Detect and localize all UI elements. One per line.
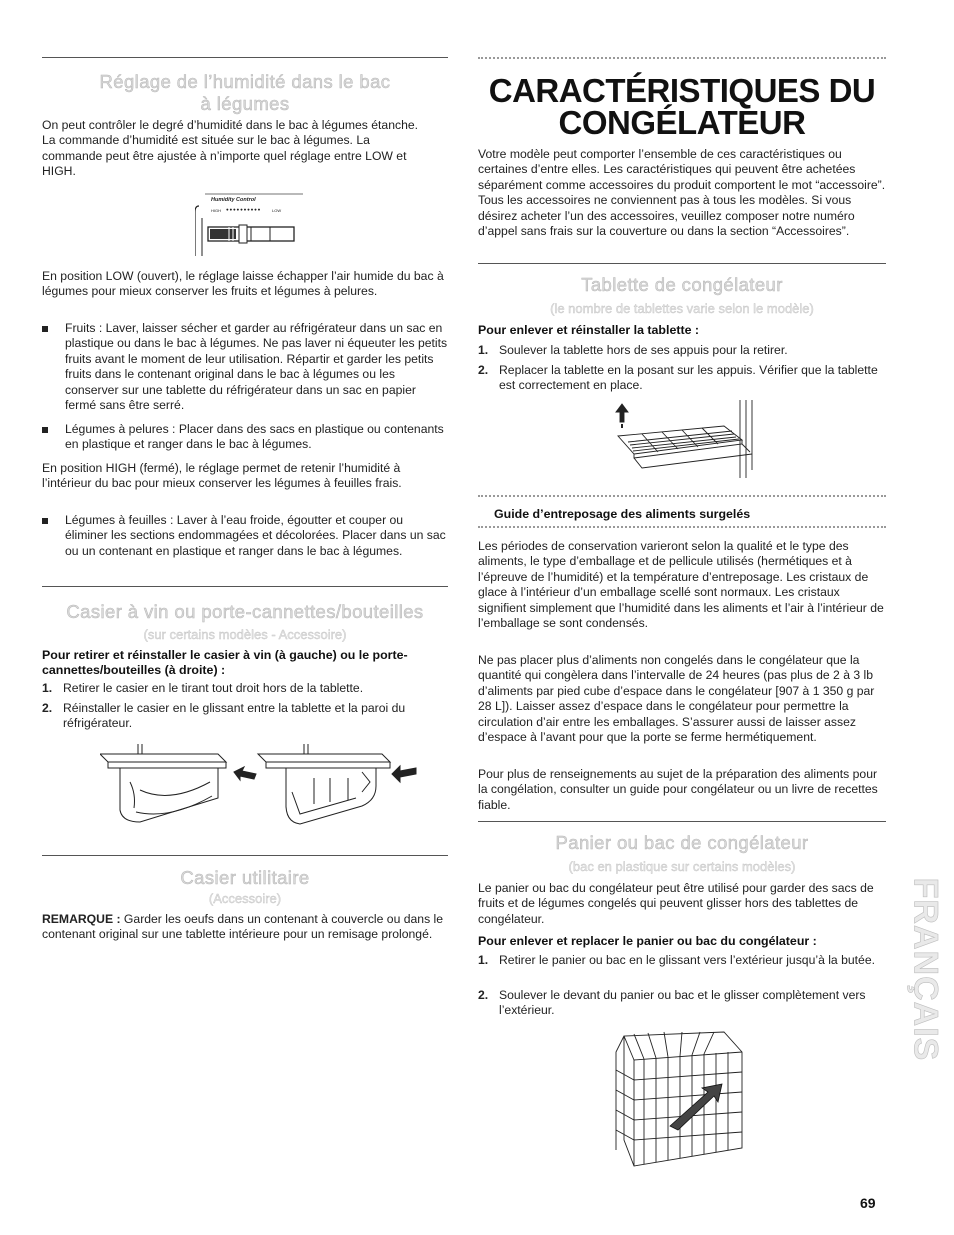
basket-step-2 <box>478 988 886 1020</box>
freezer-basket-figure <box>604 1030 754 1170</box>
basket-heading: Pour enlever et replacer le panier ou bac du congélateur : <box>478 934 817 948</box>
bullet-legumes <box>42 422 448 454</box>
step-text: Réinstaller le casier en le glissant entre la tablette et la paroi du réfrigérateur. <box>63 701 406 731</box>
high-paragraph: En position HIGH (fermé), le réglage permet de retenir l’humidité à l’intérieur du bac pour mieux conserver les légumes à feuilles frais. <box>42 461 402 491</box>
wine-subtitle: (sur certains modèles - Accessoire) <box>143 627 347 642</box>
step-text: Retirer le panier ou bac en le glissant vers l’extérieur jusqu’à la butée. <box>499 953 875 967</box>
storage-rule <box>478 495 886 497</box>
step-number: 1. <box>478 953 489 967</box>
step-text: Retirer le casier en le tirant tout droit hors de la tablette. <box>63 681 364 695</box>
step-text: Soulever le devant du panier ou bac et le glisser complètement vers l’extérieur. <box>499 988 866 1018</box>
storage-p1: Les périodes de conservation varieront selon la qualité et le type des aliments, le type d’emballage et de pellicule utilisés (hermétiques et à l’épreuve de l’humidité) et la température d’entreposage. Les cristaux de glace à l’intérieur d’un emballage scellé sont normaux. Les cristaux signifient simplement que l’humidité dans les aliments et l’air à l’intérieur de l’emballage se sont condensés. <box>478 539 884 631</box>
bullet-feuilles <box>42 513 448 576</box>
shelf-rule <box>478 263 886 264</box>
utility-subtitle: (Accessoire) <box>208 891 282 906</box>
utility-remark <box>42 912 448 943</box>
humidity-scale-dots: ●●●●●●●●●● <box>226 207 262 212</box>
freezer-intro: Votre modèle peut comporter l’ensemble de ces caractéristiques ou certaines d’entre elles. Les caractéristiques qui peuvent être achetées séparément comme accessoires du produit comportent le mot “accessoire”. Tous les accessoires ne conviennent pas à tous les modèles. Si vous désirez acheter l’un des accessoires, veuillez composer notre numéro d’appel sans frais sur la couverture ou dans la section “Accessoires”. <box>478 147 886 239</box>
shelf-subtitle: (le nombre de tablettes varie selon le modèle) <box>550 301 814 316</box>
main-title-line1: CARACTÉRISTIQUES DU <box>488 72 876 109</box>
humidity-scale-low: LOW <box>272 208 282 213</box>
step-number: 1. <box>478 343 489 357</box>
wine-step-2 <box>42 701 448 733</box>
wine-step-1 <box>42 681 448 697</box>
main-title-line2: CONGÉLATEUR <box>558 104 806 141</box>
shelf-heading: Pour enlever et réinstaller la tablette : <box>478 323 700 337</box>
bullet-feuilles-text: Légumes à feuilles : Laver à l’eau froide, égoutter et couper ou éliminer les sections endommagées et décolorées. Placer dans un sac ou un contenant en plastique et ranger dans le bac à légumes. <box>65 513 446 558</box>
basket-subtitle: (bac en plastique sur certains modèles) <box>568 859 796 874</box>
step-number: 2. <box>42 701 53 715</box>
humidity-scale-high: HIGH <box>211 208 221 213</box>
storage-p3: Pour plus de renseignements au sujet de la préparation des aliments pour la congélation, consulter un guide pour congélateur ou un livre de recettes fiable. <box>478 767 878 812</box>
storage-rule-bottom <box>478 526 886 528</box>
language-side-label <box>905 855 945 1085</box>
humidity-title-line2: à légumes <box>200 93 290 114</box>
basket-title: Panier ou bac de congélateur <box>555 832 809 853</box>
bullet-mark <box>42 518 48 524</box>
shelf-step-1 <box>478 343 886 359</box>
step-number: 2. <box>478 988 489 1002</box>
language-side-text: FRANÇAIS <box>906 877 945 1062</box>
top-rule-left <box>42 57 448 58</box>
humidity-title-line1: Réglage de l’humidité dans le bac <box>99 71 391 92</box>
humidity-control-label: Humidity Control <box>211 197 256 203</box>
humidity-intro: On peut contrôler le degré d’humidité dans le bac à légumes étanche. La commande d’humidité est située sur le bac à légumes. La commande peut être ajustée à n’importe quel réglage entre LOW et HIGH. <box>42 118 419 179</box>
step-number: 2. <box>478 363 489 377</box>
step-text: Soulever la tablette hors de ses appuis pour la retirer. <box>499 343 788 357</box>
basket-intro: Le panier ou bac du congélateur peut être utilisé pour garder des sacs de fruits et de légumes congelés qui peuvent glisser hors des tablettes de congélateur. <box>478 881 874 926</box>
remark-label: REMARQUE : <box>42 912 121 926</box>
step-text: Replacer la tablette en la posant sur les appuis. Vérifier que la tablette est correctement en place. <box>499 363 878 393</box>
top-rule-right <box>478 57 886 59</box>
step-number: 1. <box>42 681 53 695</box>
shelf-step-2 <box>478 363 886 395</box>
basket-step-1 <box>478 953 886 985</box>
remark-text: Garder les oeufs dans un contenant à couvercle ou dans le contenant original sur une tablette intérieure pour un remisage prolongé. <box>42 912 444 942</box>
wine-rule <box>42 586 448 587</box>
bullet-fruits-text: Fruits : Laver, laisser sécher et garder au réfrigérateur dans un sac en plastique ou dans le bac à légumes. Ne pas laver ni équeuter les petits fruits avant le moment de leur utilisation. Répartir et garder les petits fruits dans le contenant original dans le bac à légumes ou les conserver sur une tablette du réfrigérateur dans un sac en papier fermé sans être serré. <box>65 321 448 413</box>
bullet-fruits <box>42 321 448 416</box>
storage-p2: Ne pas placer plus d’aliments non congelés dans le congélateur que la quantité qui congèlera dans l’intervalle de 24 heures (pas plus de 2 à 3 lb d’aliments par pied cube d’espace dans le congélateur [907 à 1 350 g par 28 L]). Laisser assez d’espace dans le congélateur pour permettre la circulation d’air entre les emballages. S’assurer aussi de laisser assez d’espace à l’avant pour que la porte se ferme hermétiquement. <box>478 653 875 745</box>
bullet-legumes-text: Légumes à pelures : Placer dans des sacs en plastique ou contenants en plastique et ranger dans le bac à légumes. <box>65 422 444 452</box>
utility-title: Casier utilitaire <box>180 867 310 888</box>
basket-rule <box>478 821 886 822</box>
freezer-shelf-figure <box>612 400 762 478</box>
utility-rule <box>42 855 448 856</box>
storage-heading: Guide d’entreposage des aliments surgelés <box>494 507 751 521</box>
shelf-title: Tablette de congélateur <box>581 274 783 295</box>
wine-heading: Pour retirer et réinstaller le casier à vin (à gauche) ou le porte-cannettes/bouteilles (à droite) : <box>42 648 408 678</box>
wine-rack-figure <box>100 742 430 832</box>
page-number: 69 <box>860 1195 876 1211</box>
low-paragraph: En position LOW (ouvert), le réglage laisse échapper l’air humide du bac à légumes pour mieux conserver les fruits et légumes à pelures. <box>42 269 444 299</box>
wine-title: Casier à vin ou porte-cannettes/bouteilles <box>66 601 424 622</box>
bullet-mark <box>42 427 48 433</box>
humidity-control-figure <box>195 188 305 258</box>
bullet-mark <box>42 326 48 332</box>
